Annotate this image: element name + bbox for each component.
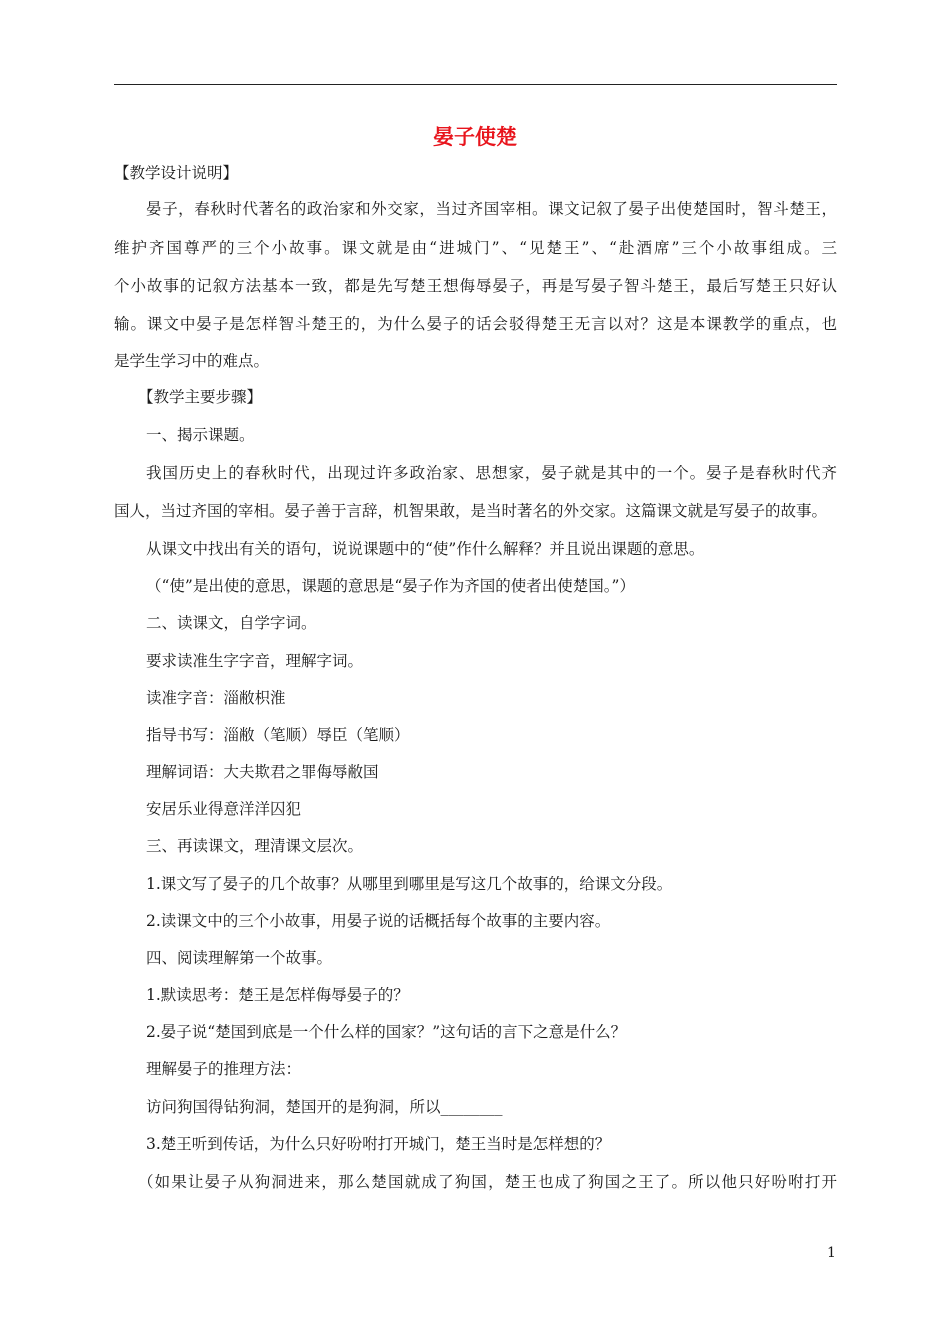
- header-rule: [114, 84, 837, 85]
- document-title: 晏子使楚: [433, 125, 517, 149]
- step1-answer: （“使”是出使的意思，课题的意思是“晏子作为齐国的使者出使楚国。”）: [146, 577, 635, 595]
- step4-question-3: 3.楚王听到传话，为什么只好吩咐打开城门，楚王当时是怎样想的？: [146, 1135, 611, 1153]
- step1-para-line-1: 我国历史上的春秋时代，出现过许多政治家、思想家，晏子就是其中的一个。晏子是春秋时代齐: [146, 464, 837, 482]
- intro-line-5: 是学生学习中的难点。: [114, 352, 270, 370]
- intro-line-3: 个小故事的记叙方法基本一致，都是先写楚王想侮辱晏子，再是写晏子智斗楚王，最后写楚王只好认: [114, 277, 837, 295]
- step2-words-1: 理解词语：大夫欺君之罪侮辱敝国: [146, 763, 379, 781]
- step2-writing: 指导书写：淄敝（笔顺）辱臣（笔顺）: [146, 726, 410, 744]
- step3-title: 三、再读课文，理清课文层次。: [146, 837, 364, 855]
- step1-title: 一、揭示课题。: [146, 426, 255, 444]
- section-header-steps: 【教学主要步骤】: [138, 388, 263, 406]
- intro-line-1: 晏子，春秋时代著名的政治家和外交家，当过齐国宰相。课文记叙了晏子出使楚国时，智斗楚王，: [146, 200, 837, 218]
- step1-para-line-2: 国人，当过齐国的宰相。晏子善于言辞，机智果敢，是当时著名的外交家。这篇课文就是写晏子的故事。: [114, 502, 828, 520]
- intro-line-2: 维护齐国尊严的三个小故事。课文就是由“进城门”、“见楚王”、“赴酒席”三个小故事组成。三: [114, 239, 837, 257]
- step4-question-2: 2.晏子说“楚国到底是一个什么样的国家？”这句话的言下之意是什么？: [146, 1023, 627, 1041]
- step2-title: 二、读课文，自学字词。: [146, 614, 317, 632]
- step4-method: 理解晏子的推理方法：: [146, 1060, 302, 1078]
- step2-words-2: 安居乐业得意洋洋囚犯: [146, 800, 302, 818]
- step1-question: 从课文中找出有关的语句，说说课题中的“使”作什么解释？并且说出课题的意思。: [146, 540, 705, 558]
- step4-title: 四、阅读理解第一个故事。: [146, 949, 333, 967]
- step4-question-1: 1.默读思考：楚王是怎样侮辱晏子的？: [146, 986, 409, 1004]
- step2-requirement: 要求读准生字字音，理解字词。: [146, 652, 364, 670]
- step3-question-1: 1.课文写了晏子的几个故事？从哪里到哪里是写这几个故事的，给课文分段。: [146, 875, 673, 893]
- page-number: 1: [827, 1245, 836, 1261]
- step4-answer-3: （如果让晏子从狗洞进来，那么楚国就成了狗国，楚王也成了狗国之王了。所以他只好吩咐打开: [138, 1173, 837, 1191]
- step3-question-2: 2.读课文中的三个小故事，用晏子说的话概括每个故事的主要内容。: [146, 912, 611, 930]
- step2-pronunciation: 读准字音：淄敝枳淮: [146, 689, 286, 707]
- intro-line-4: 输。课文中晏子是怎样智斗楚王的，为什么晏子的话会驳得楚王无言以对？这是本课教学的重点，也: [114, 315, 837, 333]
- step4-reasoning: 访问狗国得钻狗洞，楚国开的是狗洞，所以________: [146, 1098, 503, 1116]
- section-header-design: 【教学设计说明】: [114, 164, 239, 182]
